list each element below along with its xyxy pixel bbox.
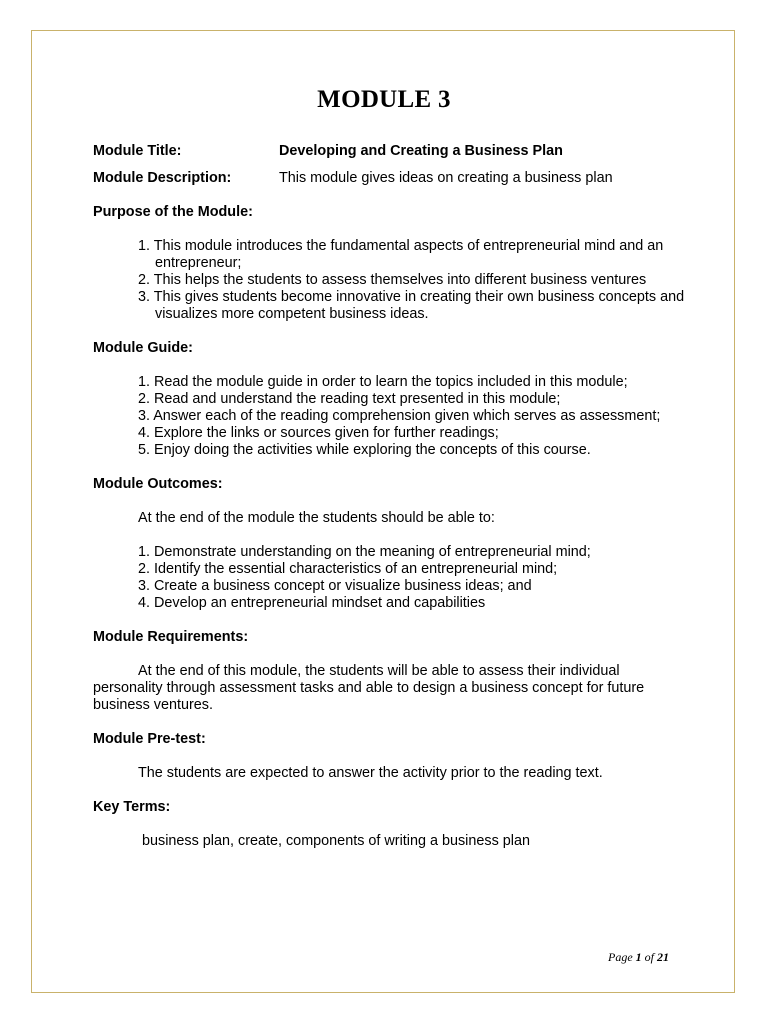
list-item: 2. This helps the students to assess themselves into different business ventures: [138, 272, 647, 288]
page-word: Page: [608, 950, 633, 964]
guide-list: [93, 374, 693, 459]
outcomes-list: [93, 544, 693, 612]
list-item: 4. Explore the links or sources given for further readings;: [138, 425, 499, 441]
purpose-list: [93, 238, 693, 323]
module-title-row: [93, 143, 693, 160]
module-title-label: Module Title:: [93, 143, 182, 159]
list-item: 2. Read and understand the reading text presented in this module;: [138, 391, 561, 407]
list-item: 4. Develop an entrepreneurial mindset and capabilities: [138, 595, 486, 611]
document-body: [93, 143, 693, 850]
list-item: 1. Read the module guide in order to learn the topics included in this module;: [138, 374, 628, 390]
guide-heading: Module Guide:: [93, 340, 193, 356]
key-terms-heading: Key Terms:: [93, 799, 171, 815]
page-title: MODULE 3: [317, 86, 451, 113]
module-title-value: Developing and Creating a Business Plan: [279, 143, 563, 159]
list-item: 3. Answer each of the reading comprehension given which serves as assessment;: [138, 408, 661, 424]
page-total: 21: [657, 950, 669, 964]
list-item: 5. Enjoy doing the activities while exploring the concepts of this course.: [138, 442, 591, 458]
list-item: 1. Demonstrate understanding on the meaning of entrepreneurial mind;: [138, 544, 591, 560]
key-terms-text: business plan, create, components of writing a business plan: [142, 833, 530, 849]
requirements-text: At the end of this module, the students will be able to assess their individual personality through assessment tasks and able to design a business concept for future business ventures.: [93, 663, 645, 713]
module-description-value: This module gives ideas on creating a business plan: [279, 170, 613, 186]
purpose-heading: Purpose of the Module:: [93, 204, 253, 220]
outcomes-heading: Module Outcomes:: [93, 476, 223, 492]
page-number: [608, 950, 669, 965]
requirements-heading: Module Requirements:: [93, 629, 249, 645]
list-item: 2. Identify the essential characteristics of an entrepreneurial mind;: [138, 561, 558, 577]
page-current: 1: [635, 950, 642, 964]
module-description-label: Module Description:: [93, 170, 232, 186]
list-item: 3. Create a business concept or visualize business ideas; and: [138, 578, 532, 594]
of-word: of: [644, 950, 654, 964]
module-description-row: [93, 170, 693, 187]
list-item: 3. This gives students become innovative in creating their own business concepts and visualizes more competent business ideas.: [138, 289, 685, 322]
pretest-text: The students are expected to answer the activity prior to the reading text.: [138, 765, 603, 781]
pretest-heading: Module Pre-test:: [93, 731, 206, 747]
list-item: 1. This module introduces the fundamental aspects of entrepreneurial mind and an entrepreneur;: [138, 238, 664, 271]
outcomes-intro: At the end of the module the students should be able to:: [138, 510, 495, 526]
